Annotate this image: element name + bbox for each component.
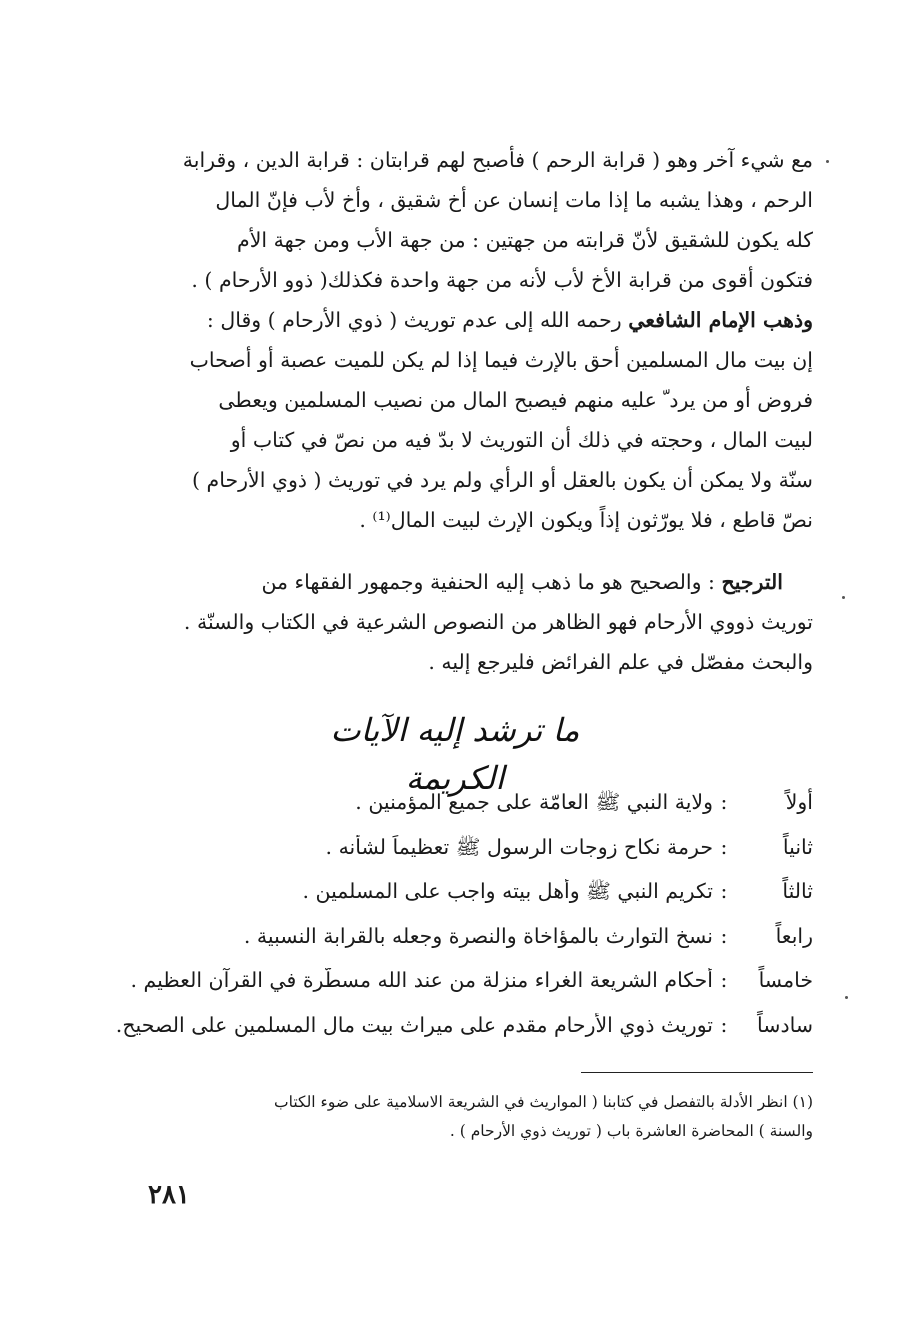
list-item-label: رابعاً [775,923,813,948]
text-line: فتكون أقوى من قرابة الأخ لأب لأنه من جهة واحدة فكذلك( ذوو الأرحام ) . [191,268,813,292]
list-item [88,835,813,880]
text-line: نصّ قاطع ، فلا يورّثون إذاً ويكون الإرث لبيت المال⁽¹⁾ . [359,508,813,532]
lessons-list [88,790,813,1057]
shafii-first-rest: رحمه الله إلى عدم توريث ( ذوي الأرحام ) وقال : [206,308,629,332]
list-item-text: ولاية النبي ﷺ العامّة على جميع المؤمنين . [355,790,713,814]
text-line: إن بيت مال المسلمين أحق بالإرث فيما إذا لم يكن للميت عصبة أو أصحاب [189,348,813,372]
footnote-line: (١) انظر الأدلة بالتفصل في كتابنا ( المواريث في الشريعة الاسلامية على ضوء الكتاب [274,1093,813,1111]
text-line: سنّة ولا يمكن أن يكون بالعقل أو الرأي ولم يرد في توريث ( ذوي الأرحام ) [192,468,813,492]
list-separator: : [720,923,728,948]
list-item-text: تكريم النبي ﷺ وأهل بيته واجب على المسلمين . [302,879,713,903]
page-number: ٢٨١ [148,1180,190,1210]
tarjih-first-rest: : والصحيح هو ما ذهب إليه الحنفية وجمهور الفقهاء من [261,570,722,594]
paragraph-gap [88,540,813,562]
list-item-text: نسخ التوارث بالمؤاخاة والنصرة وجعله بالقرابة النسبية . [243,923,713,948]
list-item-label: ثالثاً [782,879,813,903]
tarjih-lead: الترجيح [721,570,783,594]
list-item [88,968,813,1013]
text-line: والبحث مفصّل في علم الفرائض فليرجع إليه . [428,650,813,674]
footnote-line: والسنة ) المحاضرة العاشرة باب ( توريث ذوي الأرحام ) . [449,1122,813,1140]
list-item-text: حرمة نكاح زوجات الرسول ﷺ تعظيماً لشأنه . [325,834,713,859]
list-item-text: أحكام الشريعة الغراء منزلة من عند الله مسطّرة في القرآن العظيم . [130,968,713,992]
list-separator: : [720,790,728,814]
list-item-label: سادساً [757,1012,813,1037]
list-item [88,790,813,835]
text-line: فروض أو من يرد ّ عليه منهم فيصبح المال من نصيب المسلمين ويعطى [218,388,813,412]
list-separator: : [720,1012,728,1037]
scan-speck [842,596,845,599]
scan-speck [826,160,829,163]
list-item-label: أولاً [785,790,813,814]
list-item-label: خامساً [758,968,813,992]
text-line: توريث ذووي الأرحام فهو الظاهر من النصوص الشرعية في الكتاب والسنّة . [183,610,813,634]
text-line: كله يكون للشقيق لأنّ قرابته من جهتين : من جهة الأب ومن جهة الأم [237,228,813,252]
text-line: الرحم ، وهذا يشبه ما إذا مات إنسان عن أخ شقيق ، وأخ لأب فإنّ المال [215,188,813,212]
list-item-label: ثانياً [782,834,813,859]
paragraph-tarjih-first-line [88,562,813,602]
footnote [88,1088,813,1146]
list-separator: : [720,968,728,992]
footnote-divider [581,1072,813,1073]
scan-speck [845,996,848,999]
text-line: مع شيء آخر وهو ( قرابة الرحم ) فأصبح لهم قرابتان : قرابة الدين ، وقرابة [182,148,813,172]
list-item [88,1013,813,1058]
shafii-lead: وذهب الإمام الشافعي [628,308,813,332]
main-text [88,140,813,682]
list-item [88,879,813,924]
list-item [88,924,813,969]
text-line: لبيت المال ، وحجته في ذلك أن التوريث لا بدّ فيه من نصّ في كتاب أو [230,428,813,452]
list-separator: : [720,879,728,903]
section-heading: ما ترشد إليه الآيات الكريمة [330,711,580,797]
list-item-text: توريث ذوي الأرحام مقدم على ميراث بيت مال المسلمين على الصحيح. [115,1012,713,1037]
list-separator: : [720,834,728,859]
paragraph-shafii-first-line [88,300,813,340]
